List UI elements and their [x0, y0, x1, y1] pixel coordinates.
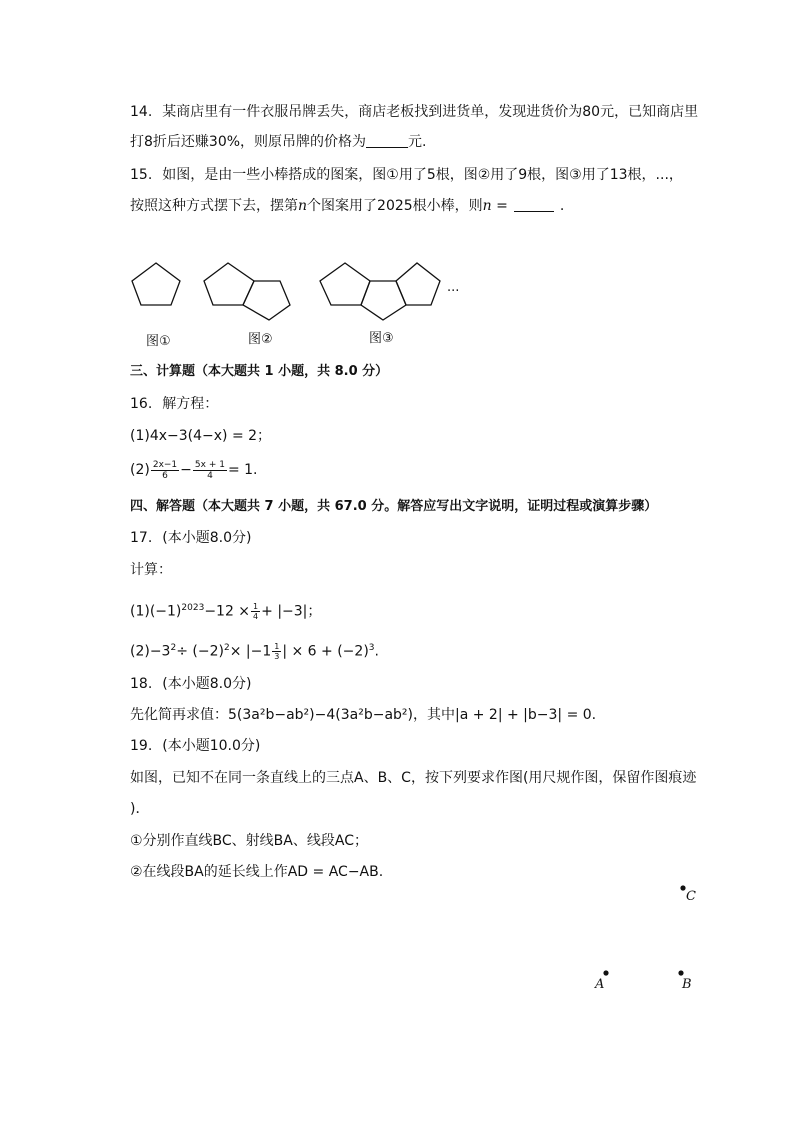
q16-part2-suffix: = 1.	[227, 462, 258, 478]
q17-part1	[130, 594, 321, 626]
pentagon-figures	[120, 255, 480, 330]
q14-text2a: 打8折后还赚30%，则原吊牌的价格为	[130, 134, 367, 150]
q17-p2-e: .	[374, 643, 379, 660]
q14-number: 14.	[130, 104, 153, 120]
q17-p1-b: −12 ×	[204, 603, 251, 620]
q16-title: 解方程：	[162, 396, 219, 412]
q15-line1	[130, 165, 683, 185]
q16-minus: −	[180, 462, 192, 478]
q18-text: 先化简再求值：5(3a²b−ab²)−4(3a²b−ab²)，其中|a + 2| + |b−3| = 0.	[130, 707, 597, 723]
q15-eq: n =	[482, 198, 508, 214]
q15-ellipsis: ...	[447, 280, 460, 295]
q19-number: 19.	[130, 738, 153, 754]
figure3-pentagon-left	[320, 263, 370, 305]
q17-p2-e2: 2	[223, 643, 230, 653]
q18-score: (本小题8.0分)	[162, 676, 252, 692]
q19-line1	[130, 736, 260, 756]
q18-number: 18.	[130, 676, 153, 692]
q17-number: 17.	[130, 530, 153, 546]
q14-text2b: 元.	[408, 134, 427, 150]
q17-p2-e3: 3	[368, 643, 375, 653]
q16-part1: (1)4x−3(4−x) = 2；	[130, 428, 272, 444]
q14-text1: 某商店里有一件衣服吊牌丢失，商店老板找到进货单，发现进货价为80元，已知商店里	[162, 104, 699, 120]
q17-p1-exp: 2023	[181, 603, 205, 613]
point-a-dot	[603, 970, 608, 975]
q19-score: (本小题10.0分)	[162, 738, 261, 754]
q17-p1-a: (1)(−1)	[130, 603, 182, 620]
q17-p2-c: × |−1	[229, 643, 272, 660]
q19-text2: )．	[130, 801, 150, 817]
point-c-dot	[680, 885, 685, 890]
q15-text2b: 个图案用了2025根小棒，则	[307, 198, 483, 214]
q17-p2-a: (2)−3	[130, 643, 171, 660]
q17-p2-b: ÷ (−2)	[176, 643, 224, 660]
section3-heading: 三、计算题（本大题共 1 小题，共 8.0 分）	[130, 364, 389, 379]
q17-p2-fraction: $\frac{1}{3}$	[274, 642, 280, 662]
q16-part2-prefix: (2)	[130, 462, 150, 478]
figure1-label: 图①	[146, 334, 171, 349]
q16-number: 16.	[130, 396, 153, 412]
q15-text1: 如图，是由一些小棒搭成的图案，图①用了5根，图②用了9根，图③用了13根，...，	[162, 167, 683, 183]
q17-title: 计算：	[130, 562, 172, 578]
q17-p2-d: | × 6 + (−2)	[282, 643, 369, 660]
q19-step1: ①分别作直线BC、射线BA、线段AC；	[130, 833, 368, 849]
point-a-label: A	[595, 977, 605, 992]
q15-period: .	[559, 198, 565, 214]
point-c-label: C	[686, 889, 696, 904]
figure3-pentagon-right	[396, 263, 440, 305]
section4-heading: 四、解答题（本大题共 7 小题，共 67.0 分。解答应写出文字说明，证明过程或演算步骤）	[130, 499, 658, 514]
q16-part2	[130, 456, 258, 484]
q16-fraction1: $\frac{2x-1}{6}$	[152, 459, 178, 481]
q17-part2	[130, 634, 379, 666]
q16-fraction2: $\frac{5x + 1}{4}$	[194, 459, 225, 481]
figure1-pentagon	[132, 263, 180, 305]
q19-text1: 如图，已知不在同一条直线上的三点A、B、C，按下列要求作图(用尺规作图，保留作图痕迹	[130, 770, 697, 786]
q17-p1-fraction: $\frac{1}{4}$	[253, 602, 259, 622]
q14-answer-blank[interactable]	[366, 133, 408, 148]
q15-answer-blank[interactable]	[514, 197, 554, 212]
q15-line2	[130, 196, 564, 216]
figure3-label: 图③	[369, 331, 394, 346]
q15-text2a: 按照这种方式摆下去，摆第	[130, 198, 298, 214]
point-b-label: B	[682, 977, 692, 992]
q18-line1	[130, 674, 251, 694]
q16-line1	[130, 394, 218, 414]
q17-p1-c: + |−3|；	[261, 603, 322, 620]
figure2-label: 图②	[248, 332, 273, 347]
q17-score: (本小题8.0分)	[162, 530, 252, 546]
q17-p2-e1: 2	[170, 643, 177, 653]
q14-line2	[130, 132, 426, 152]
points-diagram	[590, 880, 700, 990]
point-b-dot	[678, 970, 683, 975]
figure3-pentagon-middle	[361, 281, 406, 320]
q15-var-n: n	[298, 198, 308, 214]
q19-step2: ②在线段BA的延长线上作AD = AC−AB.	[130, 864, 384, 880]
figure2-pentagon-right	[243, 281, 290, 320]
q17-line1	[130, 528, 251, 548]
q15-number: 15.	[130, 167, 153, 183]
q14-line1	[130, 102, 698, 122]
